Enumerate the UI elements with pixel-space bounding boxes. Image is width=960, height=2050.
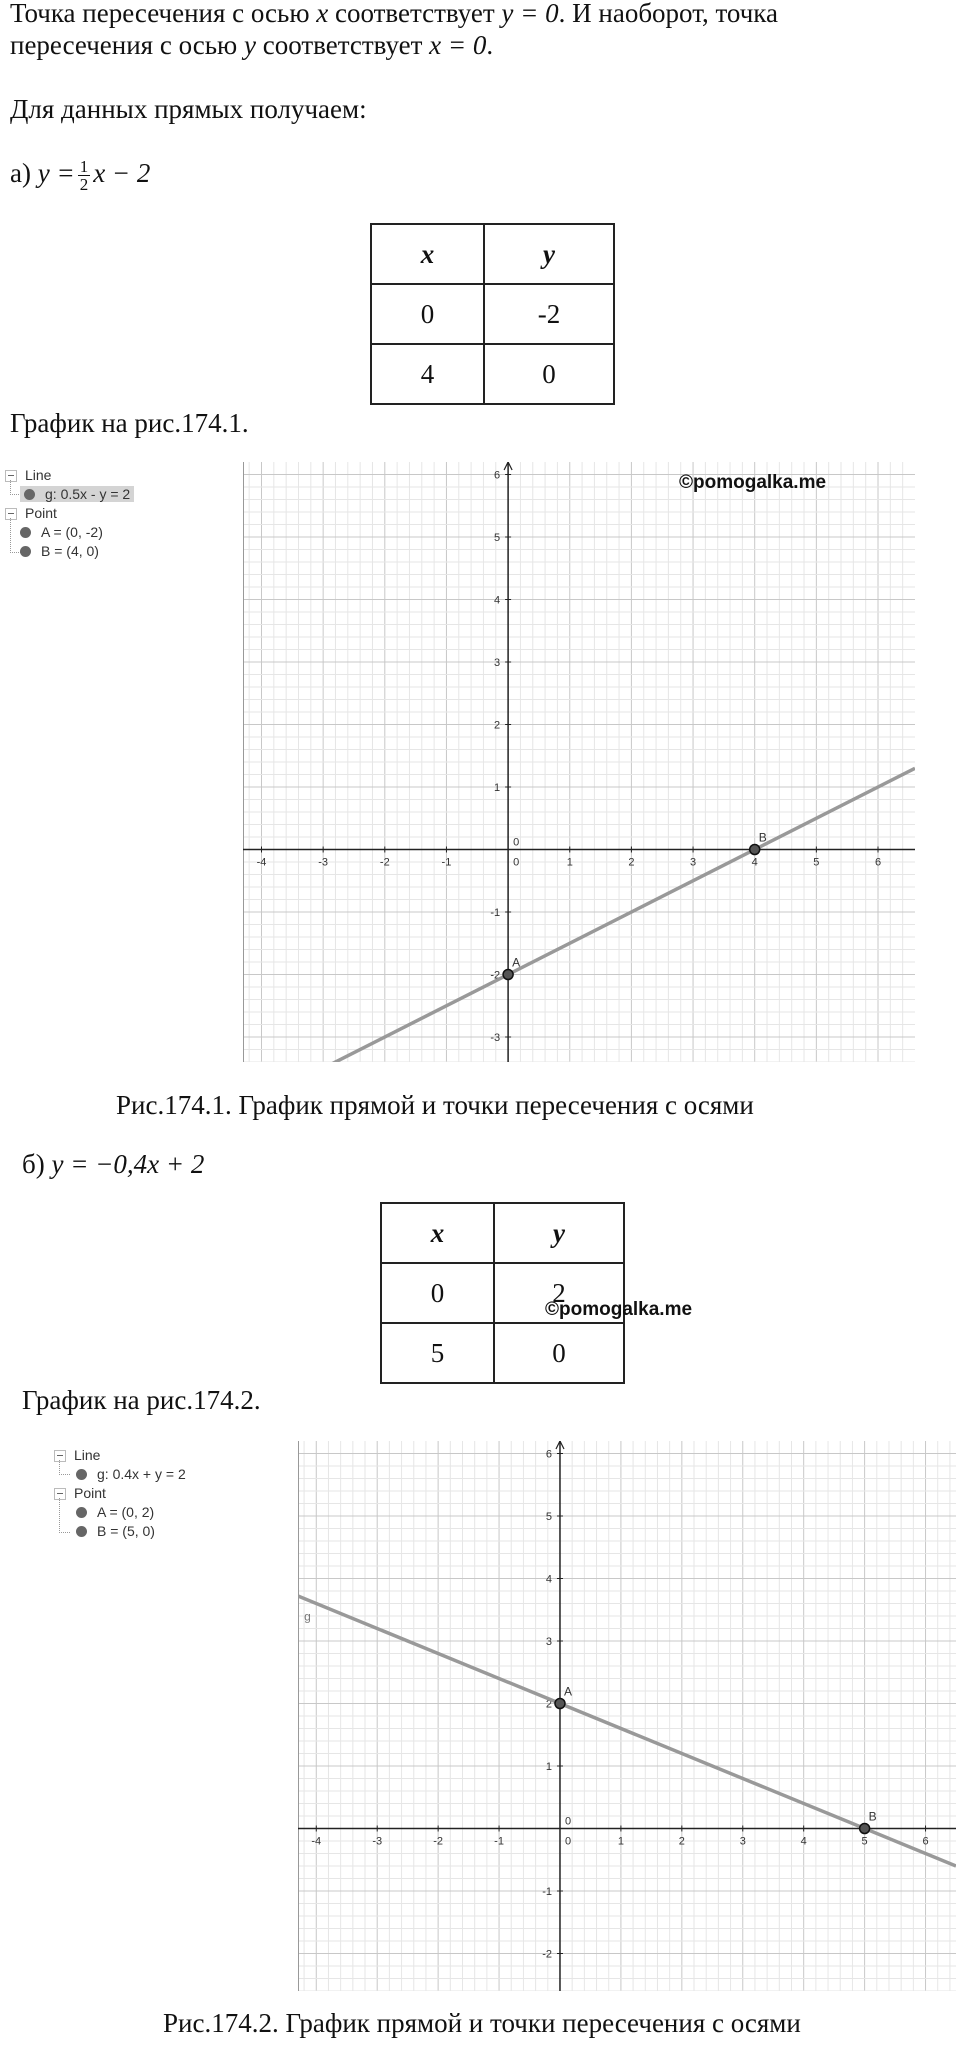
tick-label-y: -1 [490,907,501,919]
tick-label-x: 6 [874,856,882,869]
intro-text: . [486,30,494,60]
equation-rhs: x − 2 [93,158,151,188]
visibility-dot-icon[interactable] [76,1507,87,1518]
table-cell: 4 [371,344,484,404]
values-table-a [370,223,615,405]
algebra-legend-2 [52,1446,292,1556]
legend-group-label: Point [74,1485,106,1501]
tick-label-x: 1 [566,856,573,869]
legend-group-label: Point [25,505,57,521]
table-row [371,284,614,344]
tick-label-y: -2 [542,1948,552,1961]
intro-text: соответствует [255,30,430,60]
tick-label-x: 3 [739,1835,746,1848]
legend-item-point[interactable] [20,542,99,560]
intro-text: Точка пересечения с осью [10,0,317,28]
table-row [371,344,614,404]
tick-label-y: 5 [545,1511,552,1523]
table-header-y: y [494,1203,624,1263]
fraction-numerator: 1 [79,157,89,177]
table-header-row [381,1203,624,1263]
tick-label-y: 6 [493,469,501,482]
watermark: ©pomogalka.me [679,472,827,493]
tick-label-x: -4 [256,856,267,869]
legend-item-label: A = (0, -2) [41,524,103,540]
table-cell: -2 [484,284,614,344]
math-y-eq-0: y = 0 [501,0,559,28]
watermark: ©pomogalka.me [545,1299,693,1320]
legend-item-point[interactable] [76,1522,155,1540]
legend-item-point[interactable] [20,523,103,541]
tick-label-y: -3 [490,1032,501,1044]
graph-reference-a: График на рис.174.1. [10,408,249,438]
intro-line-3: Для данных прямых получаем: [10,94,367,124]
figure-caption-a: Рис.174.1. График прямой и точки пересечения с осями [116,1090,754,1120]
tick-label-x: 2 [678,1835,685,1848]
legend-item-line[interactable] [20,485,134,503]
table-header-row [371,224,614,284]
table-cell: 2 [494,1263,624,1323]
table-header-x: x [371,224,484,284]
graph-174-1[interactable] [243,462,915,1062]
tick-label-y: 1 [545,1761,552,1773]
table-cell: 0 [381,1263,494,1323]
tick-label-y: -2 [490,969,501,982]
point-label: A [512,955,521,970]
tick-label-x: 3 [689,856,697,869]
intro-line-2 [10,26,493,64]
table-cell: 5 [381,1323,494,1383]
tick-label-y: 4 [545,1573,552,1586]
figure-caption-b: Рис.174.2. График прямой и точки пересечения с осями [163,2008,801,2038]
tick-label-x: 0 [513,856,520,869]
line-label: g [304,1609,311,1624]
legend-group-label: Line [74,1447,101,1463]
tick-label-x: 0 [564,1835,572,1848]
part-label: б) [22,1149,45,1179]
legend-item-label: A = (0, 2) [97,1504,155,1520]
tick-label-x: 6 [922,1835,929,1848]
intro-text: пересечения с осью [10,30,244,60]
tick-label-y: 2 [493,719,501,732]
legend-item-point[interactable] [76,1503,154,1521]
equation-a [10,154,150,193]
legend-item-line[interactable] [76,1465,186,1483]
math-x-eq-0: x = 0 [429,30,487,60]
function-line [298,1596,956,1866]
tick-label-x: 2 [628,856,635,869]
point-marker [750,845,760,855]
table-header-x: x [381,1203,494,1263]
tick-label-x: -3 [318,856,329,869]
table-cell: 0 [494,1323,624,1383]
point-label: A [563,1684,572,1699]
tick-label-x: -4 [311,1835,322,1848]
visibility-dot-icon[interactable] [24,489,35,500]
tick-label-y: -1 [542,1886,552,1898]
intro-text: соответствует [328,0,502,28]
legend-item-label: g: 0.5x - y = 2 [45,486,131,502]
legend-item-label: g: 0.4x + y = 2 [97,1466,186,1482]
equation-lhs: y = [37,158,75,188]
tick-label-y: 3 [545,1636,552,1648]
fraction [78,158,91,193]
intro-text: . И наоборот, точка [558,0,778,28]
equation-b [22,1145,204,1183]
point-label: B [868,1809,877,1824]
tick-label-origin: 0 [513,836,520,849]
tick-label-x: -3 [372,1835,383,1848]
tree-connector [59,1498,70,1533]
values-table-b [380,1202,625,1384]
point-label: B [758,830,767,845]
point-marker [555,1699,565,1709]
equation-text: y = −0,4x + 2 [51,1149,205,1179]
point-marker [860,1824,870,1834]
tick-label-y: 1 [493,782,501,794]
graph-174-2[interactable] [298,1441,956,1991]
tick-label-y: 5 [493,532,501,544]
tick-label-x: 5 [813,856,820,869]
math-y: y [243,30,256,60]
tick-label-x: -1 [441,856,452,869]
legend-item-label: B = (5, 0) [97,1523,155,1539]
part-label: а) [10,158,31,188]
tick-label-y: 2 [545,1698,552,1711]
tick-label-x: 4 [800,1835,807,1848]
visibility-dot-icon[interactable] [20,527,31,538]
table-header-y: y [484,224,614,284]
tick-label-x: -2 [379,856,390,869]
table-cell: 0 [371,284,484,344]
point-marker [503,970,513,980]
graph-reference-b: График на рис.174.2. [22,1385,261,1415]
tick-label-x: 5 [861,1835,868,1848]
fraction-denominator: 2 [79,175,89,195]
algebra-legend-1 [0,466,240,576]
tick-label-x: -2 [433,1835,444,1848]
legend-group-label: Line [25,467,52,483]
tree-connector [59,1460,70,1475]
tick-label-x: 1 [617,1835,624,1848]
table-cell: 0 [484,344,614,404]
visibility-dot-icon[interactable] [76,1526,87,1537]
math-x: x [316,0,329,28]
visibility-dot-icon[interactable] [76,1469,87,1480]
tick-label-x: 4 [751,856,758,869]
legend-item-label: B = (4, 0) [41,543,99,559]
tick-label-y: 4 [493,594,501,607]
tick-label-origin: 0 [564,1815,572,1828]
tick-label-y: 6 [545,1448,552,1461]
visibility-dot-icon[interactable] [20,546,31,557]
tick-label-y: 3 [493,657,501,669]
table-row [381,1323,624,1383]
tick-label-x: -1 [494,1835,504,1848]
